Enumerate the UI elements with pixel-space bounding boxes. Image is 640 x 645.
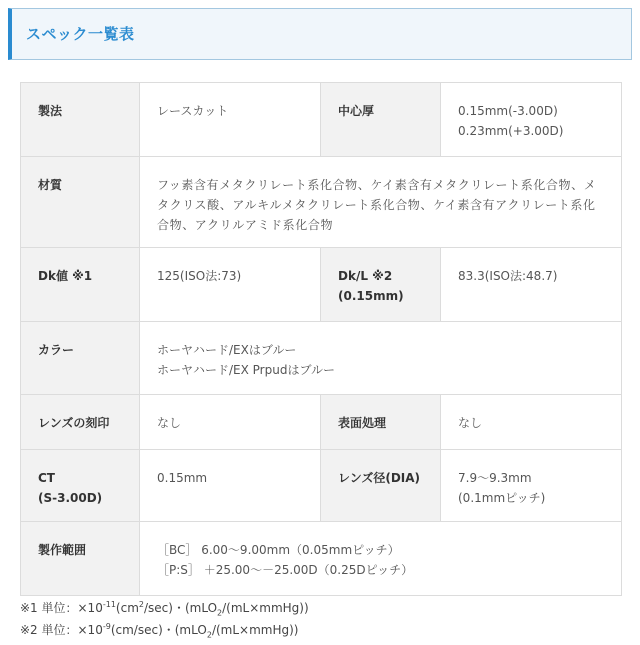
row-value-dk-l: 83.3(ISO法:48.7) <box>441 248 622 322</box>
row-value-ct: 0.15mm <box>140 450 321 522</box>
row-value-lens-marking: なし <box>140 395 321 450</box>
row-label-center-thickness: 中心厚 <box>321 83 441 157</box>
row-value-manufacturing-method: レースカット <box>140 83 321 157</box>
table-row <box>21 522 622 596</box>
spec-table <box>20 82 622 596</box>
row-label-dk-value: Dk値 ※1 <box>21 248 140 322</box>
footnote-2: ※2 単位：$\times 10^{-9}(cm/\sec)$・(mLO$_2$/(mL×mmHg)) <box>20 622 299 640</box>
table-row <box>21 83 622 157</box>
row-label-lens-diameter: レンズ径(DIA) <box>321 450 441 522</box>
footnote-1: ※1 単位：$\times 10^{-11}(cm^2/\sec)$・(mLO$_2$/(mL×mmHg)) <box>20 600 309 618</box>
table-row <box>21 395 622 450</box>
row-value-surface-treatment: なし <box>441 395 622 450</box>
row-label-manufacturing-method: 製法 <box>21 83 140 157</box>
row-value-material: フッ素含有メタクリレート系化合物、ケイ素含有メタクリレート系化合物、メタクリス酸、アルキルメタクリレート系化合物、ケイ素含有アクリレート系化合物、アクリルアミド系化合物 <box>140 157 622 248</box>
row-value-dk-value: 125(ISO法:73) <box>140 248 321 322</box>
row-label-color: カラー <box>21 322 140 395</box>
section-header <box>8 8 632 60</box>
row-label-surface-treatment: 表面処理 <box>321 395 441 450</box>
row-label-dk-l: Dk/L ※2 (0.15mm) <box>321 248 441 322</box>
footnotes <box>20 598 309 642</box>
page-title: スペック一覧表 <box>26 25 135 43</box>
table-row <box>21 157 622 248</box>
row-value-production-range: ［BC］ 6.00～9.00mm（0.05mmピッチ） ［P:S］ ＋25.00～－25.00D（0.25Dピッチ） <box>140 522 622 596</box>
table-row <box>21 322 622 395</box>
row-label-lens-marking: レンズの刻印 <box>21 395 140 450</box>
row-value-lens-diameter: 7.9～9.3mm (0.1mmピッチ) <box>441 450 622 522</box>
row-label-material: 材質 <box>21 157 140 248</box>
row-label-production-range: 製作範囲 <box>21 522 140 596</box>
row-label-ct: CT (S-3.00D) <box>21 450 140 522</box>
row-value-color: ホーヤハード/EXはブルー ホーヤハード/EX Prpudはブルー <box>140 322 622 395</box>
table-row <box>21 248 622 322</box>
table-row <box>21 450 622 522</box>
row-value-center-thickness: 0.15mm(-3.00D) 0.23mm(+3.00D) <box>441 83 622 157</box>
